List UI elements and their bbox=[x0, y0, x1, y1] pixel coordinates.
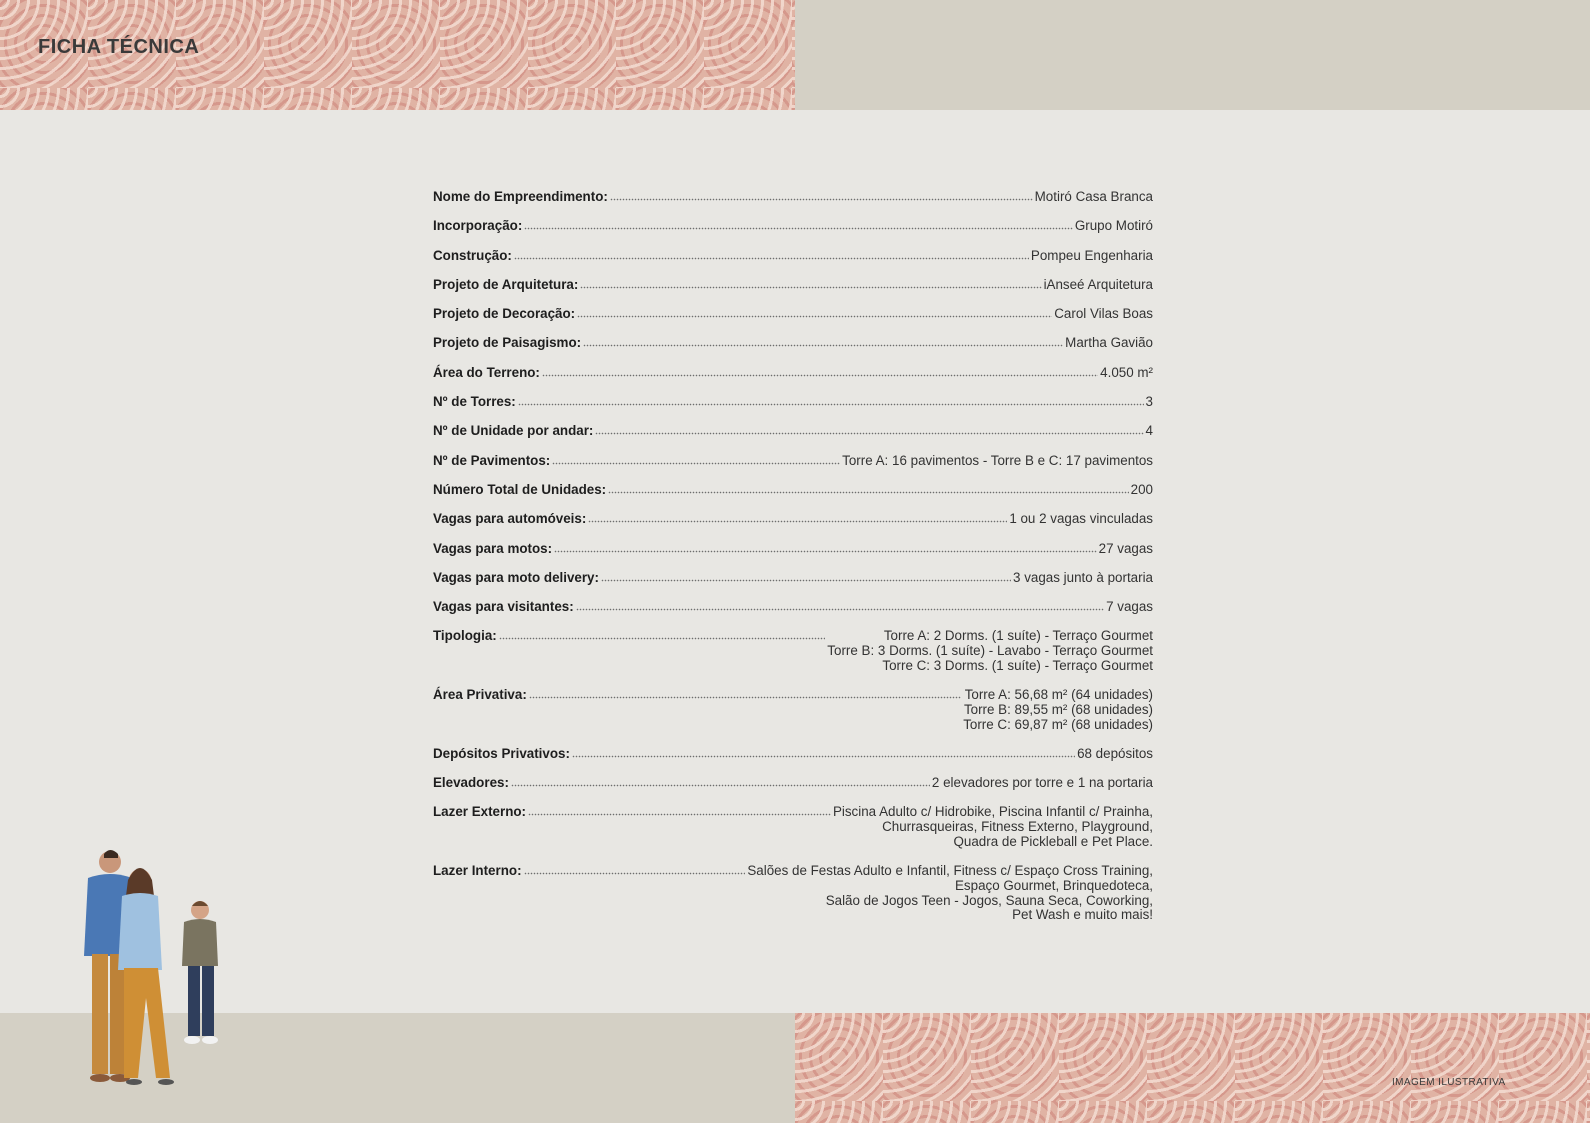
dot-leader bbox=[595, 424, 1143, 435]
spec-value bbox=[1054, 307, 1153, 322]
spec-row bbox=[433, 512, 1153, 527]
spec-label: Nome do Empreendimento: bbox=[433, 189, 608, 204]
spec-label: Lazer Interno: bbox=[433, 863, 522, 879]
family-illustration bbox=[60, 850, 230, 1100]
spec-label: Incorporação: bbox=[433, 218, 523, 234]
spec-value-line: 4 bbox=[1145, 423, 1153, 439]
dot-leader bbox=[583, 336, 1063, 347]
spec-row bbox=[433, 307, 1153, 322]
spec-row bbox=[433, 190, 1153, 205]
dot-leader bbox=[528, 805, 831, 816]
spec-label: Depósitos Privativos: bbox=[433, 745, 570, 761]
spec-value-line: Churrasqueiras, Fitness Externo, Playground, bbox=[882, 819, 1153, 835]
spec-row bbox=[433, 629, 1153, 673]
dot-leader bbox=[580, 278, 1041, 289]
spec-value-line: Pompeu Engenharia bbox=[1030, 247, 1153, 263]
dot-leader bbox=[554, 542, 1097, 553]
spec-value-line: Espaço Gourmet, Brinquedoteca, bbox=[955, 877, 1153, 893]
spec-value-line: Quadra de Pickleball e Pet Place. bbox=[953, 833, 1153, 849]
spec-value-line: 4.050 m² bbox=[1100, 364, 1153, 380]
spec-value-line: Torre A: 16 pavimentos - Torre B e C: 17 pavimentos bbox=[842, 452, 1153, 468]
spec-row bbox=[433, 805, 1153, 849]
spec-label: Vagas para visitantes: bbox=[433, 599, 574, 615]
spec-value-line: Torre C: 3 Dorms. (1 suíte) - Terraço Gourmet bbox=[882, 657, 1153, 673]
spec-value-line: Piscina Adulto c/ Hidrobike, Piscina Infantil c/ Prainha, bbox=[832, 804, 1153, 820]
spec-row bbox=[433, 249, 1153, 264]
spec-value-line: 27 vagas bbox=[1098, 540, 1153, 556]
spec-value-line: 68 depósitos bbox=[1077, 745, 1153, 761]
spec-label: Nº de Unidade por andar: bbox=[433, 423, 594, 439]
spec-value-line: Torre B: 89,55 m² (68 unidades) bbox=[963, 701, 1153, 717]
spec-value-line: 3 vagas junto à portaria bbox=[1013, 569, 1153, 585]
dot-leader bbox=[499, 629, 826, 640]
spec-row bbox=[433, 542, 1153, 557]
dot-leader bbox=[518, 395, 1144, 406]
spec-row bbox=[433, 219, 1153, 234]
spec-value bbox=[1013, 571, 1153, 586]
spec-value bbox=[1146, 395, 1153, 410]
illustrative-image-caption: IMAGEM ILUSTRATIVA bbox=[1392, 1077, 1506, 1088]
spec-value-line: Motiró Casa Branca bbox=[1034, 189, 1153, 204]
dot-leader bbox=[572, 747, 1075, 758]
spec-label: Lazer Externo: bbox=[433, 804, 527, 820]
spec-value-line: Martha Gavião bbox=[1065, 335, 1153, 351]
spec-value bbox=[1077, 747, 1153, 762]
dot-leader bbox=[576, 600, 1104, 611]
spec-value-line: iAnseé Arquitetura bbox=[1043, 276, 1153, 292]
spec-value-line: 3 bbox=[1145, 394, 1153, 410]
spec-value bbox=[747, 864, 1153, 923]
spec-value bbox=[1035, 190, 1153, 205]
spec-value bbox=[1146, 424, 1153, 439]
spec-value-line: Torre A: 56,68 m² (64 unidades) bbox=[964, 687, 1153, 703]
dot-leader bbox=[529, 688, 961, 699]
spec-label: Número Total de Unidades: bbox=[433, 481, 607, 497]
spec-row bbox=[433, 424, 1153, 439]
spec-row bbox=[433, 366, 1153, 381]
spec-value bbox=[827, 629, 1153, 673]
spec-value bbox=[1075, 219, 1153, 234]
spec-row bbox=[433, 600, 1153, 615]
spec-row bbox=[433, 454, 1153, 469]
spec-value-line: Pet Wash e muito mais! bbox=[1012, 907, 1153, 923]
spec-value-line: 7 vagas bbox=[1106, 599, 1153, 615]
spec-row bbox=[433, 688, 1153, 732]
spec-value-line: Torre C: 69,87 m² (68 unidades) bbox=[963, 716, 1153, 732]
spec-value-line: 1 ou 2 vagas vinculadas bbox=[1009, 511, 1153, 527]
spec-row bbox=[433, 336, 1153, 351]
decorative-pattern-bottom bbox=[795, 1013, 1590, 1123]
spec-value-line: Salão de Jogos Teen - Jogos, Sauna Seca, Coworking, bbox=[825, 892, 1153, 908]
spec-value-line: Torre B: 3 Dorms. (1 suíte) - Lavabo - Terraço Gourmet bbox=[827, 643, 1153, 659]
spec-value-line: Torre A: 2 Dorms. (1 suíte) - Terraço Gourmet bbox=[883, 628, 1153, 644]
dot-leader bbox=[514, 249, 1029, 260]
spec-label: Vagas para moto delivery: bbox=[433, 569, 599, 585]
dot-leader bbox=[511, 776, 930, 787]
spec-row bbox=[433, 747, 1153, 762]
spec-row bbox=[433, 776, 1153, 791]
spec-label: Tipologia: bbox=[433, 628, 497, 644]
spec-label: Projeto de Arquitetura: bbox=[433, 276, 579, 292]
spec-label: Elevadores: bbox=[433, 775, 509, 791]
spec-row bbox=[433, 571, 1153, 586]
spec-list bbox=[433, 190, 1153, 938]
dot-leader bbox=[542, 366, 1098, 377]
spec-label: Nº de Torres: bbox=[433, 394, 516, 410]
dot-leader bbox=[608, 483, 1129, 494]
dot-leader bbox=[552, 454, 840, 465]
spec-value bbox=[833, 805, 1153, 849]
spec-value-line: 200 bbox=[1130, 481, 1153, 497]
spec-value bbox=[963, 688, 1153, 732]
spec-label: Área do Terreno: bbox=[433, 364, 540, 380]
spec-value bbox=[1009, 512, 1153, 527]
spec-value-line: Salões de Festas Adulto e Infantil, Fitness c/ Espaço Cross Training, bbox=[747, 863, 1153, 879]
spec-label: Nº de Pavimentos: bbox=[433, 452, 551, 468]
spec-value bbox=[1131, 483, 1153, 498]
spec-label: Área Privativa: bbox=[433, 687, 527, 703]
spec-row bbox=[433, 483, 1153, 498]
spec-value-line: Carol Vilas Boas bbox=[1054, 306, 1153, 322]
spec-label: Vagas para automóveis: bbox=[433, 511, 587, 527]
spec-row bbox=[433, 278, 1153, 293]
dot-leader bbox=[601, 571, 1011, 582]
dot-leader bbox=[524, 219, 1073, 230]
dot-leader bbox=[524, 864, 746, 875]
spec-value-line: Grupo Motiró bbox=[1074, 218, 1153, 234]
spec-label: Vagas para motos: bbox=[433, 540, 553, 556]
page-title: FICHA TÉCNICA bbox=[38, 36, 200, 58]
dot-leader bbox=[588, 512, 1007, 523]
spec-label: Projeto de Decoração: bbox=[433, 306, 576, 322]
spec-value bbox=[1044, 278, 1153, 293]
spec-value bbox=[1100, 366, 1153, 381]
spec-row bbox=[433, 395, 1153, 410]
spec-value bbox=[932, 776, 1153, 791]
spec-value bbox=[1106, 600, 1153, 615]
spec-value bbox=[842, 454, 1153, 469]
spec-value bbox=[1031, 249, 1153, 264]
spec-value-line: 2 elevadores por torre e 1 na portaria bbox=[931, 775, 1153, 791]
dot-leader bbox=[610, 190, 1033, 201]
spec-label: Construção: bbox=[433, 247, 512, 263]
dot-leader bbox=[577, 307, 1052, 318]
spec-label: Projeto de Paisagismo: bbox=[433, 335, 582, 351]
spec-row bbox=[433, 864, 1153, 923]
spec-value bbox=[1065, 336, 1153, 351]
spec-value bbox=[1099, 542, 1153, 557]
